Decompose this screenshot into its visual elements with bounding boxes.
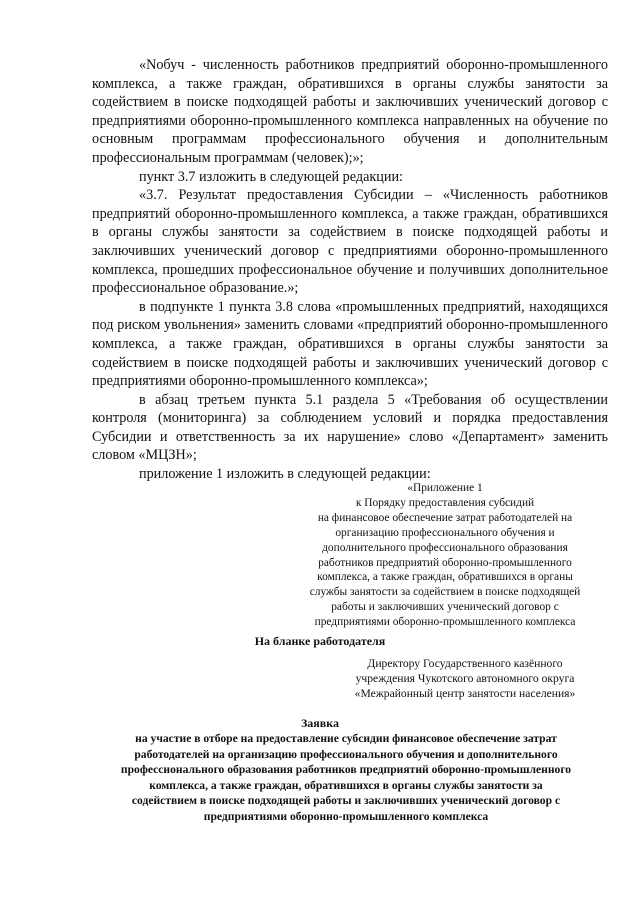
paragraph-point-3-8: в подпункте 1 пункта 3.8 слова «промышленных предприятий, находящихся под риском увольнения» заменить словами «предприятий оборонно-промышленного комплекса, а также граждан, обратившихся в органы службы занятости за содействием в поиске подходящей работы и заключивших ученический договор с предприятиями оборонно-промышленного комплекса»; <box>92 298 608 390</box>
addressee-block <box>300 656 630 702</box>
application-subtitle-line: содействием в поиске подходящей работы и заключивших ученический договор с <box>131 794 561 807</box>
paragraph-point-5-1: в абзац третьем пункта 5.1 раздела 5 «Требования об осуществлении контроля (мониторинга) за соблюдением условий и порядка предоставления Субсидии и ответственность за их нарушение» слово «Департамент» заменить словом «МЦЗН»; <box>92 391 608 464</box>
appendix-line: к Порядку предоставления субсидий <box>355 496 535 509</box>
paragraph-point-3-7-text: «3.7. Результат предоставления Субсидии – «Численность работников предприятий оборонно-промышленного комплекса, а также граждан, обратившихся в органы службы занятости за содействием в поиске подходящей работы и заключивших ученический договор с предприятиями оборонно-промышленного комплекса, прошедших профессиональное обучение и получивших дополнительное профессиональное образование.»; <box>92 187 608 297</box>
appendix-line: дополнительного профессионального образования <box>322 541 568 554</box>
addressee-line: Директору Государственного казённого <box>367 657 563 670</box>
amendment-text <box>92 56 608 484</box>
appendix-line: предприятиями оборонно-промышленного комплекса <box>314 616 576 629</box>
appendix-line: службы занятости за содействием в поиске подходящей <box>309 586 581 599</box>
application-subtitle-line: профессионального образования работников предприятий оборонно-промышленного <box>120 763 572 776</box>
appendix-line: на финансовое обеспечение затрат работодателей на <box>317 511 573 524</box>
appendix-line: «Приложение 1 <box>407 482 483 494</box>
application-subtitle <box>80 731 612 824</box>
employer-letterhead-label: На бланке работодателя <box>254 634 386 648</box>
paragraph-point-3-7-intro: пункт 3.7 изложить в следующей редакции: <box>139 168 403 185</box>
application-subtitle-line: комплекса, а также граждан, обратившихся в органы службы занятости за <box>149 778 543 792</box>
paragraph-nobuch-definition: «Nобуч - численность работников предприятий оборонно-промышленного комплекса, а также граждан, обратившихся в органы службы занятости за содействием в поиске подходящей работы и заключивших ученический договор с предприятиями оборонно-промышленного комплекса направленных на обучение по основным программам профессионального обучения и дополнительным профессиональным программам (человек);»; <box>92 57 608 166</box>
application-subtitle-line: на участие в отборе на предоставление субсидии финансовое обеспечение затрат <box>135 732 557 745</box>
appendix-line: работы и заключивших ученический договор с <box>331 601 559 614</box>
appendix-header <box>282 481 608 630</box>
addressee-line: учреждения Чукотского автономного округа <box>355 672 575 686</box>
appendix-line: организацию профессионального обучения и <box>335 526 555 539</box>
paragraph-appendix-intro: приложение 1 изложить в следующей редакции: <box>139 466 431 483</box>
addressee-line: «Межрайонный центр занятости населения» <box>354 687 576 701</box>
application-subtitle-line: работодателей на организацию профессионального обучения и дополнительного <box>134 747 558 761</box>
appendix-line: комплекса, а также граждан, обратившихся в органы <box>317 571 573 584</box>
appendix-line: работников предприятий оборонно-промышленного <box>318 556 572 569</box>
application-title: Заявка <box>300 716 340 730</box>
application-subtitle-line: предприятиями оборонно-промышленного комплекса <box>203 809 489 823</box>
